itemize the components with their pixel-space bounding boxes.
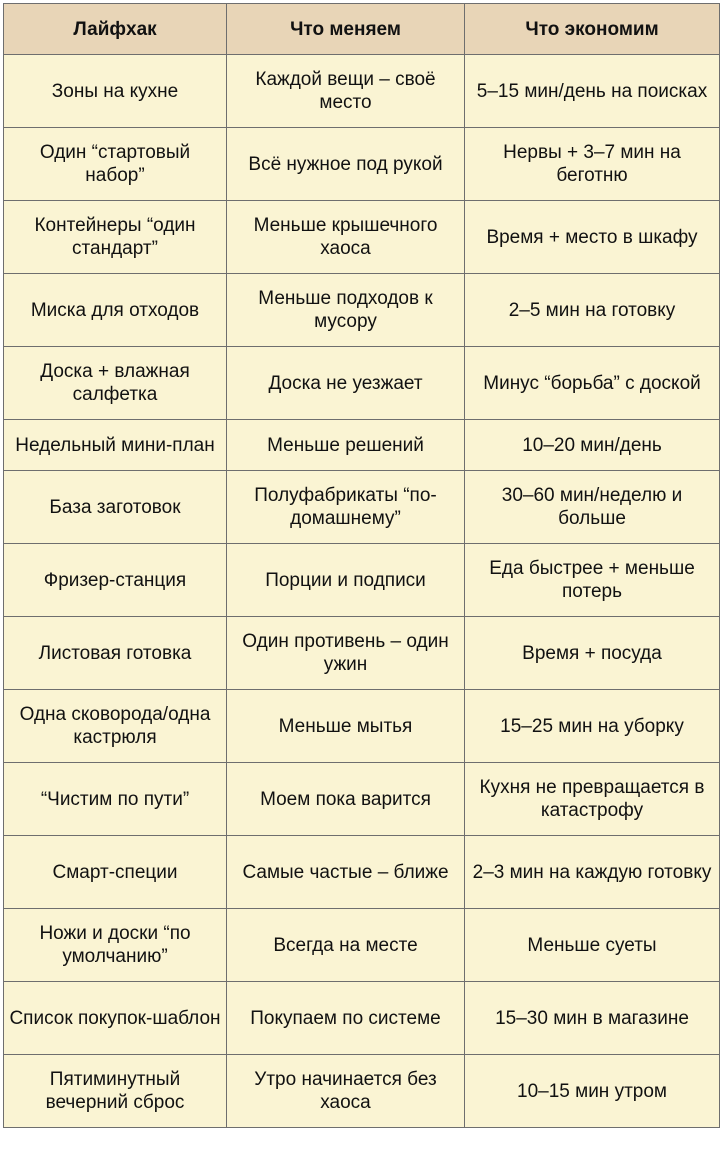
cell-what-changes: Утро начинается без хаоса: [227, 1055, 465, 1128]
cell-lifehack: Пятиминутный вечерний сброс: [4, 1055, 227, 1128]
lifehacks-table: [3, 3, 720, 1128]
table-row: [4, 55, 720, 128]
table-row: [4, 617, 720, 690]
table-row: [4, 763, 720, 836]
cell-lifehack: Зоны на кухне: [4, 55, 227, 128]
table-body: [4, 55, 720, 1128]
cell-what-saves: 5–15 мин/день на поисках: [465, 55, 720, 128]
cell-lifehack: Один “стартовый набор”: [4, 128, 227, 201]
cell-lifehack: Доска + влажная салфетка: [4, 347, 227, 420]
cell-what-saves: Минус “борьба” с доской: [465, 347, 720, 420]
table-row: [4, 690, 720, 763]
cell-lifehack: “Чистим по пути”: [4, 763, 227, 836]
table-row: [4, 347, 720, 420]
cell-what-changes: Всё нужное под рукой: [227, 128, 465, 201]
cell-what-changes: Покупаем по системе: [227, 982, 465, 1055]
table-row: [4, 471, 720, 544]
cell-what-saves: Меньше суеты: [465, 909, 720, 982]
header-what-saves: Что экономим: [465, 4, 720, 55]
cell-what-saves: 2–5 мин на готовку: [465, 274, 720, 347]
cell-lifehack: Одна сковорода/одна кастрюля: [4, 690, 227, 763]
cell-what-saves: Еда быстрее + меньше потерь: [465, 544, 720, 617]
header-what-changes: Что меняем: [227, 4, 465, 55]
table-row: [4, 836, 720, 909]
cell-what-changes: Меньше крышечного хаоса: [227, 201, 465, 274]
cell-what-changes: Меньше решений: [227, 420, 465, 471]
cell-what-changes: Полуфабрикаты “по-домашнему”: [227, 471, 465, 544]
cell-lifehack: Листовая готовка: [4, 617, 227, 690]
cell-what-saves: Нервы + 3–7 мин на беготню: [465, 128, 720, 201]
cell-what-changes: Меньше мытья: [227, 690, 465, 763]
cell-lifehack: Ножи и доски “по умолчанию”: [4, 909, 227, 982]
header-row: [4, 4, 720, 55]
cell-what-changes: Всегда на месте: [227, 909, 465, 982]
cell-lifehack: База заготовок: [4, 471, 227, 544]
cell-what-saves: 2–3 мин на каждую готовку: [465, 836, 720, 909]
table-row: [4, 982, 720, 1055]
table-row: [4, 201, 720, 274]
cell-what-changes: Самые частые – ближе: [227, 836, 465, 909]
table-row: [4, 909, 720, 982]
cell-what-changes: Один противень – один ужин: [227, 617, 465, 690]
cell-lifehack: Фризер-станция: [4, 544, 227, 617]
cell-what-saves: 10–15 мин утром: [465, 1055, 720, 1128]
cell-what-saves: Кухня не превращается в катастрофу: [465, 763, 720, 836]
cell-what-saves: 15–25 мин на уборку: [465, 690, 720, 763]
table-row: [4, 420, 720, 471]
cell-lifehack: Смарт-специи: [4, 836, 227, 909]
cell-what-saves: 15–30 мин в магазине: [465, 982, 720, 1055]
cell-lifehack: Контейнеры “один стандарт”: [4, 201, 227, 274]
cell-lifehack: Миска для отходов: [4, 274, 227, 347]
cell-what-saves: 30–60 мин/неделю и больше: [465, 471, 720, 544]
cell-what-changes: Доска не уезжает: [227, 347, 465, 420]
cell-what-saves: Время + посуда: [465, 617, 720, 690]
table-row: [4, 128, 720, 201]
cell-lifehack: Недельный мини-план: [4, 420, 227, 471]
cell-what-changes: Порции и подписи: [227, 544, 465, 617]
cell-what-changes: Меньше подходов к мусору: [227, 274, 465, 347]
cell-what-saves: Время + место в шкафу: [465, 201, 720, 274]
cell-what-changes: Каждой вещи – своё место: [227, 55, 465, 128]
cell-what-saves: 10–20 мин/день: [465, 420, 720, 471]
table-row: [4, 1055, 720, 1128]
cell-what-changes: Моем пока варится: [227, 763, 465, 836]
table-row: [4, 274, 720, 347]
table-row: [4, 544, 720, 617]
header-lifehack: Лайфхак: [4, 4, 227, 55]
cell-lifehack: Список покупок-шаблон: [4, 982, 227, 1055]
